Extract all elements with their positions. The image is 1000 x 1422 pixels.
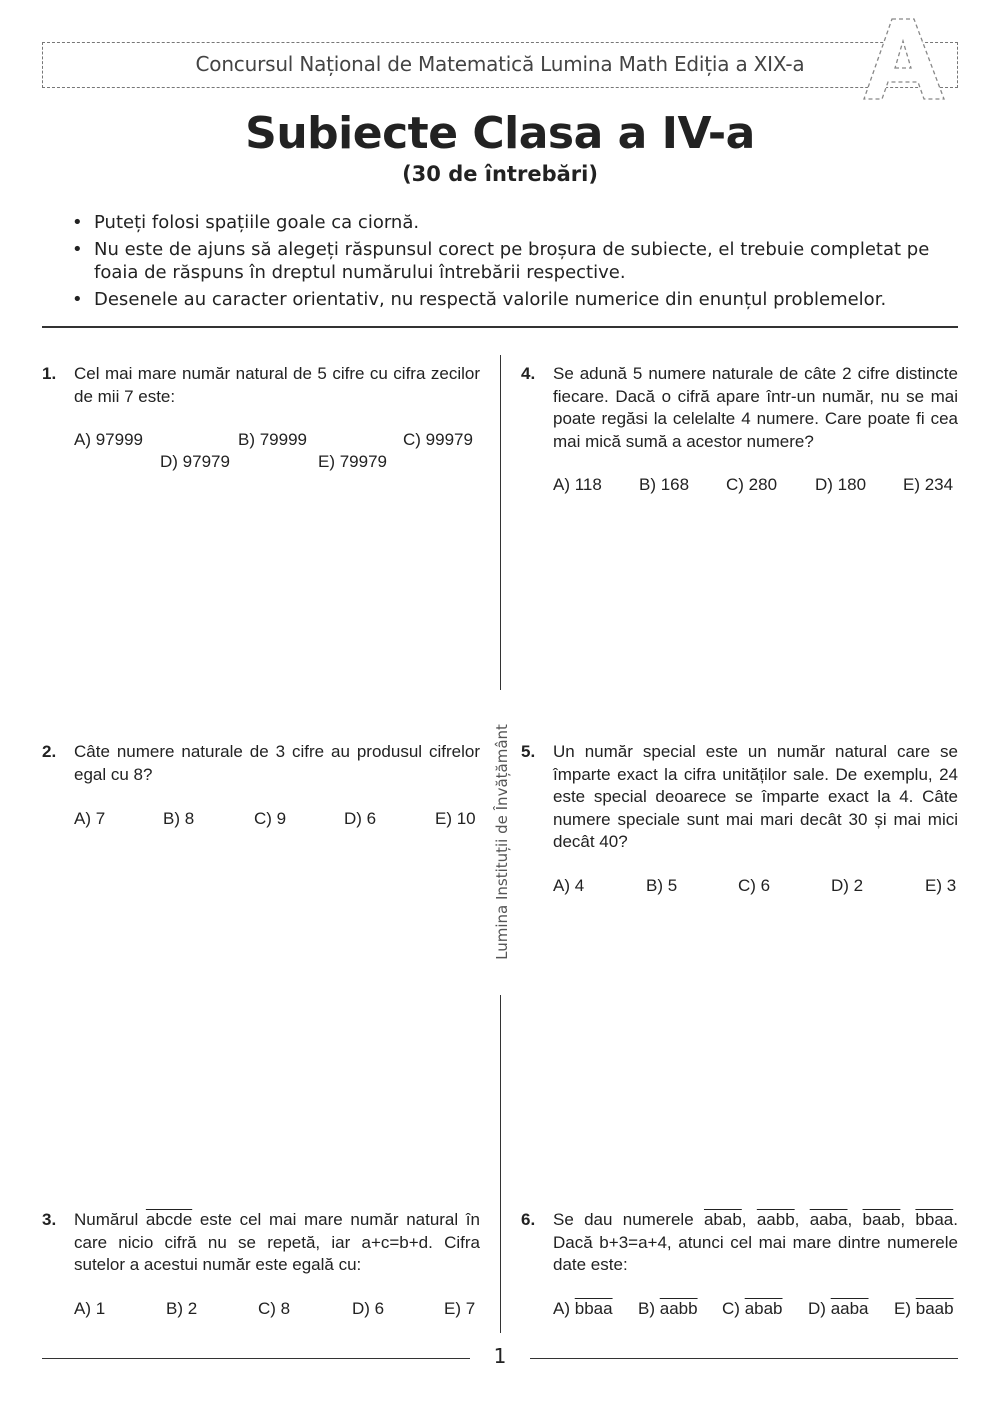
answer-option-a[interactable]: A) 118 xyxy=(553,475,602,494)
contest-title: Concursul Național de Matematică Lumina Math Ediția a XIX-a xyxy=(195,52,805,76)
footer-line xyxy=(42,1358,470,1359)
answer-option-c[interactable]: C) 99979 xyxy=(403,430,473,449)
answer-option-e[interactable]: E) 3 xyxy=(925,876,957,895)
answer-option-d[interactable]: D) 2 xyxy=(831,876,864,895)
question-6 xyxy=(521,1209,958,1318)
question-2 xyxy=(42,741,480,828)
answer-option-e[interactable]: E) 234 xyxy=(903,475,954,494)
instructions-list xyxy=(72,211,962,315)
question-text: Se dau numerele abab, aabb, aaba, baab, bbaa. Dacă b+3=a+4, atunci cel mai mare dintre numerele date este: xyxy=(553,1210,958,1274)
answer-option-b[interactable]: B) 2 xyxy=(166,1299,198,1318)
page-title: Subiecte Clasa a IV-a xyxy=(245,108,755,159)
answer-option-e[interactable]: E) 10 xyxy=(435,809,476,828)
answer-option-b[interactable]: B) aabb xyxy=(638,1299,698,1318)
instruction-item: • Nu este de ajuns să alegeți răspunsul corect pe broșura de subiecte, el trebuie completat pe foaia de răspuns în dreptul numărului întrebării respective. xyxy=(72,239,930,283)
question-number: 1. xyxy=(42,364,57,383)
answer-option-d[interactable]: D) 97979 xyxy=(160,452,230,471)
instruction-item: • Desenele au caracter orientativ, nu respectă valorile numerice din enunțul problemelor. xyxy=(72,289,887,310)
question-text: Cel mai mare număr natural de 5 cifre cu cifra zecilor de mii 7 este: xyxy=(74,364,480,406)
answer-option-d[interactable]: D) 180 xyxy=(815,475,867,494)
overlined-number: abcde xyxy=(145,1210,193,1229)
question-text: Un număr special este un număr natural care se împarte exact la cifra unităților sale. De exemplu, 24 este special deoarece se împarte exact la 4. Câte numere speciale sunt mai mari decât 30 și mai mici decât 40? xyxy=(553,742,958,851)
answer-option-a[interactable]: A) 97999 xyxy=(74,430,143,449)
question-text: Câte numere naturale de 3 cifre au produsul cifrelor egal cu 8? xyxy=(74,742,480,784)
column-divider xyxy=(500,355,501,690)
question-text: Se adună 5 numere naturale de câte 2 cifre distincte fiecare. Dacă o cifră apare într-un număr, nu se mai poate regăsi la celelalte 4 numere. Care poate fi cea mai mică sumă a acestor numere? xyxy=(553,364,958,451)
page-subtitle: (30 de întrebări) xyxy=(402,162,598,186)
question-number: 4. xyxy=(521,364,536,383)
question-number: 3. xyxy=(42,1210,57,1229)
column-divider xyxy=(500,995,501,1333)
page-number: 1 xyxy=(493,1344,507,1368)
side-watermark-text: Lumina Instituții de Învățământ xyxy=(493,724,511,960)
answer-option-c[interactable]: C) 280 xyxy=(726,475,778,494)
question-number: 5. xyxy=(521,742,536,761)
answer-option-b[interactable]: B) 168 xyxy=(639,475,690,494)
answer-option-e[interactable]: E) baab xyxy=(894,1299,954,1318)
answer-option-d[interactable]: D) 6 xyxy=(344,809,377,828)
answer-option-a[interactable]: A) bbaa xyxy=(553,1299,613,1318)
answer-option-a[interactable]: A) 7 xyxy=(74,809,106,828)
divider xyxy=(42,326,958,328)
question-4 xyxy=(521,363,958,494)
question-1 xyxy=(42,363,480,471)
answer-option-a[interactable]: A) 1 xyxy=(74,1299,106,1318)
answer-option-a[interactable]: A) 4 xyxy=(553,876,585,895)
question-5 xyxy=(521,741,958,895)
answer-option-d[interactable]: D) aaba xyxy=(808,1299,869,1318)
question-number: 6. xyxy=(521,1210,536,1229)
letter-a-logo-icon xyxy=(862,16,946,102)
answer-option-e[interactable]: E) 7 xyxy=(444,1299,476,1318)
instruction-item: • Puteți folosi spațiile goale ca ciornă. xyxy=(72,212,420,233)
answer-option-c[interactable]: C) abab xyxy=(722,1299,783,1318)
answer-option-d[interactable]: D) 6 xyxy=(352,1299,385,1318)
question-3 xyxy=(42,1209,480,1318)
answer-option-c[interactable]: C) 9 xyxy=(254,809,287,828)
answer-option-b[interactable]: B) 5 xyxy=(646,876,678,895)
answer-option-b[interactable]: B) 8 xyxy=(163,809,195,828)
answer-option-c[interactable]: C) 6 xyxy=(738,876,771,895)
answer-option-c[interactable]: C) 8 xyxy=(258,1299,291,1318)
question-text: Numărul abcde este cel mai mare număr natural în care nicio cifră nu se repetă, iar a+c=b+d. Cifra sutelor a acestui număr este egală cu: xyxy=(74,1210,480,1274)
answer-option-e[interactable]: E) 79979 xyxy=(318,452,387,471)
footer-line xyxy=(530,1358,958,1359)
answer-option-b[interactable]: B) 79999 xyxy=(238,430,307,449)
question-number: 2. xyxy=(42,742,57,761)
